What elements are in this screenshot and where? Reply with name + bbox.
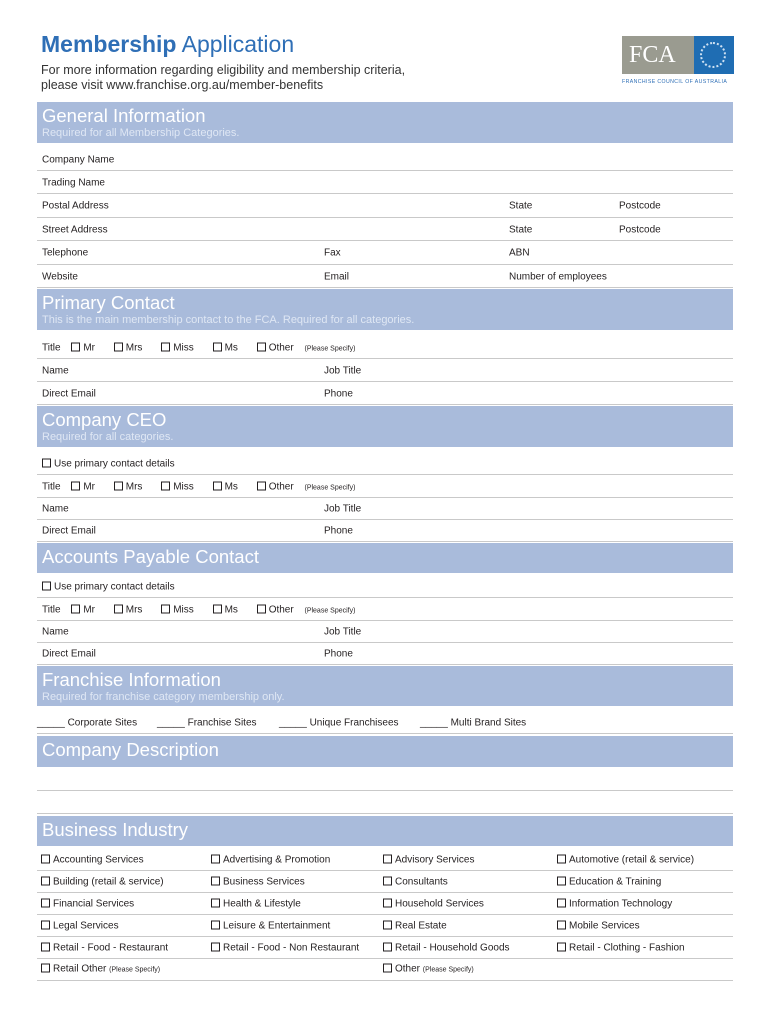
- fca-logo: FCA FRANCHISE COUNCIL OF AUSTRALIA: [622, 36, 734, 88]
- checkbox-icon: [41, 920, 50, 929]
- checkbox-icon: [383, 876, 392, 885]
- industry-checkbox[interactable]: Business Services: [211, 876, 305, 887]
- checkbox-icon: [557, 898, 566, 907]
- page-title: Membership Application: [41, 31, 295, 57]
- checkbox-icon: [41, 854, 50, 863]
- industry-checkbox[interactable]: Retail - Clothing - Fashion: [557, 942, 685, 953]
- industry-checkbox[interactable]: Building (retail & service): [41, 876, 164, 887]
- checkbox-icon: [383, 854, 392, 863]
- checkbox-icon: [211, 942, 220, 951]
- franchise-sites-row[interactable]: [37, 712, 733, 734]
- industry-checkbox[interactable]: Financial Services: [41, 898, 134, 909]
- title-mr-checkbox[interactable]: Mr: [71, 604, 103, 615]
- industry-checkbox-other[interactable]: Other (Please Specify): [383, 964, 474, 975]
- title-ms-checkbox[interactable]: Ms: [213, 342, 246, 353]
- title-mrs-checkbox[interactable]: Mrs: [114, 604, 151, 615]
- primary-email-row[interactable]: Direct Email Phone: [37, 383, 733, 405]
- page-subtitle: For more information regarding eligibility and membership criteria, please visit www.franchise.org.au/member-benefits: [41, 63, 406, 92]
- industry-checkbox[interactable]: Education & Training: [557, 876, 661, 887]
- checkbox-icon: [41, 942, 50, 951]
- trading-name-field[interactable]: Trading Name: [37, 172, 733, 194]
- industry-checkbox[interactable]: Mobile Services: [557, 920, 640, 931]
- title-ms-checkbox[interactable]: Ms: [213, 604, 246, 615]
- checkbox-icon: [557, 942, 566, 951]
- industry-checkbox[interactable]: Health & Lifestyle: [211, 898, 301, 909]
- corporate-sites-field[interactable]: _____ Corporate Sites: [37, 717, 138, 728]
- accounts-title-row[interactable]: Title Mr Mrs Miss Ms Other (Please Specify): [37, 599, 733, 621]
- industry-row-other: [37, 958, 733, 981]
- checkbox-icon: [557, 854, 566, 863]
- accounts-email-row[interactable]: Direct Email Phone: [37, 643, 733, 665]
- section-business-industry: Business Industry: [37, 816, 733, 846]
- website-row[interactable]: Website Email Number of employees: [37, 266, 733, 288]
- industry-checkbox[interactable]: Advisory Services: [383, 854, 474, 865]
- checkbox-icon: [41, 898, 50, 907]
- description-line-1[interactable]: [37, 768, 733, 791]
- telephone-row[interactable]: Telephone Fax ABN: [37, 242, 733, 265]
- section-primary-contact: Primary Contact This is the main membership contact to the FCA. Required for all categories.: [37, 289, 733, 330]
- industry-checkbox[interactable]: Legal Services: [41, 920, 119, 931]
- street-address-row[interactable]: Street Address State Postcode: [37, 219, 733, 241]
- section-accounts-payable: Accounts Payable Contact: [37, 543, 733, 573]
- checkbox-icon: [557, 920, 566, 929]
- industry-checkbox[interactable]: Information Technology: [557, 898, 672, 909]
- industry-checkbox[interactable]: Retail - Household Goods: [383, 942, 510, 953]
- primary-title-row[interactable]: Title Mr Mrs Miss Ms Other (Please Specify): [37, 337, 733, 359]
- title-ms-checkbox[interactable]: Ms: [213, 481, 246, 492]
- accounts-use-primary-checkbox[interactable]: Use primary contact details: [37, 576, 733, 598]
- ceo-use-primary-checkbox[interactable]: Use primary contact details: [37, 453, 733, 475]
- checkbox-icon: [383, 942, 392, 951]
- ceo-name-row[interactable]: Name Job Title: [37, 498, 733, 520]
- industry-checkbox[interactable]: Advertising & Promotion: [211, 854, 330, 865]
- globe-icon: [694, 36, 734, 74]
- industry-row: [37, 937, 733, 959]
- checkbox-icon: [41, 876, 50, 885]
- checkbox-icon: [211, 854, 220, 863]
- industry-checkbox[interactable]: Household Services: [383, 898, 484, 909]
- industry-checkbox[interactable]: Consultants: [383, 876, 448, 887]
- checkbox-icon: [383, 920, 392, 929]
- description-line-2[interactable]: [37, 791, 733, 814]
- title-other-checkbox[interactable]: Other (Please Specify): [257, 604, 364, 615]
- checkbox-icon: [211, 876, 220, 885]
- title-mr-checkbox[interactable]: Mr: [71, 481, 103, 492]
- industry-checkbox[interactable]: Leisure & Entertainment: [211, 920, 330, 931]
- ceo-email-row[interactable]: Direct Email Phone: [37, 520, 733, 542]
- industry-checkbox[interactable]: Retail - Food - Restaurant: [41, 942, 168, 953]
- title-mrs-checkbox[interactable]: Mrs: [114, 342, 151, 353]
- industry-row: [37, 849, 733, 871]
- industry-row: [37, 915, 733, 937]
- industry-row: [37, 893, 733, 915]
- industry-row: [37, 871, 733, 893]
- company-name-field[interactable]: Company Name: [37, 149, 733, 171]
- multi-brand-sites-field[interactable]: _____ Multi Brand Sites: [420, 717, 527, 728]
- postal-address-row[interactable]: Postal Address State Postcode: [37, 195, 733, 218]
- section-company-ceo: Company CEO Required for all categories.: [37, 406, 733, 447]
- section-general-information: General Information Required for all Membership Categories.: [37, 102, 733, 143]
- title-other-checkbox[interactable]: Other (Please Specify): [257, 342, 364, 353]
- ceo-title-row[interactable]: Title Mr Mrs Miss Ms Other (Please Specify): [37, 476, 733, 498]
- checkbox-icon: [383, 898, 392, 907]
- unique-franchisees-field[interactable]: _____ Unique Franchisees: [279, 717, 399, 728]
- title-mr-checkbox[interactable]: Mr: [71, 342, 103, 353]
- industry-checkbox-retail-other[interactable]: Retail Other (Please Specify): [41, 964, 160, 975]
- primary-name-row[interactable]: Name Job Title: [37, 360, 733, 382]
- section-company-description: Company Description: [37, 736, 733, 767]
- title-other-checkbox[interactable]: Other (Please Specify): [257, 481, 364, 492]
- franchise-sites-field[interactable]: _____ Franchise Sites: [157, 717, 257, 728]
- checkbox-icon: [557, 876, 566, 885]
- title-miss-checkbox[interactable]: Miss: [161, 604, 202, 615]
- title-miss-checkbox[interactable]: Miss: [161, 481, 202, 492]
- industry-checkbox[interactable]: Retail - Food - Non Restaurant: [211, 942, 359, 953]
- industry-checkbox[interactable]: Real Estate: [383, 920, 447, 931]
- title-miss-checkbox[interactable]: Miss: [161, 342, 202, 353]
- section-franchise-information: Franchise Information Required for franchise category membership only.: [37, 666, 733, 706]
- checkbox-icon: [211, 898, 220, 907]
- industry-checkbox[interactable]: Automotive (retail & service): [557, 854, 694, 865]
- title-mrs-checkbox[interactable]: Mrs: [114, 481, 151, 492]
- industry-checkbox[interactable]: Accounting Services: [41, 854, 144, 865]
- accounts-name-row[interactable]: Name Job Title: [37, 621, 733, 643]
- checkbox-icon: [211, 920, 220, 929]
